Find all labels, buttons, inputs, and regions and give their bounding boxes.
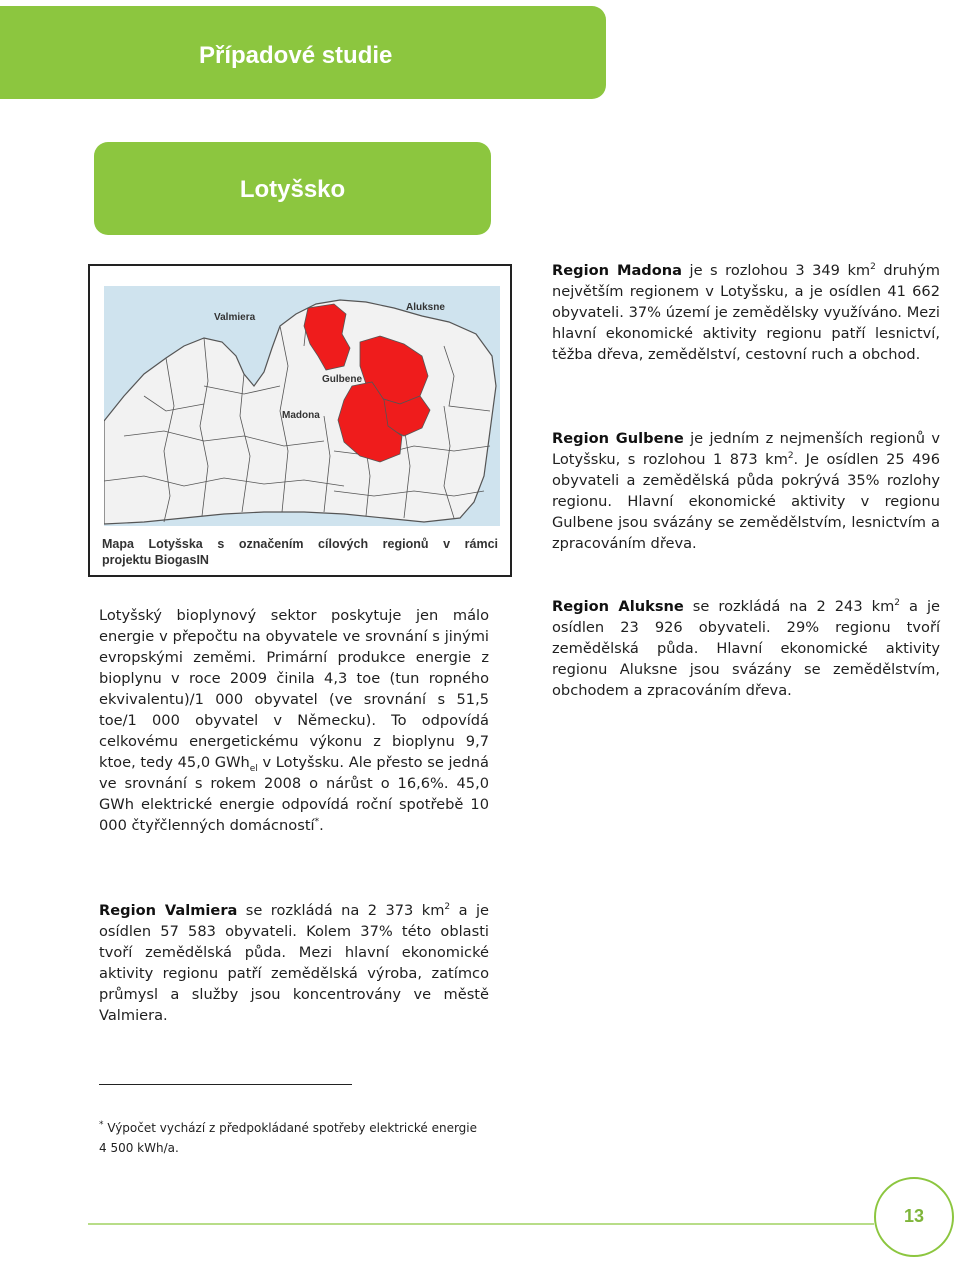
page-number-badge [874, 1177, 954, 1257]
region-valmiera-name: Region Valmiera [99, 902, 238, 919]
label-valmiera: Valmiera [214, 312, 256, 323]
map-figure [88, 264, 512, 577]
header-banner [0, 6, 606, 99]
region-madona-text-cont: druhým největším regionem v Lotyšsku, a je osídlen 41 662 obyvateli. 37% území je zemědělsky využíváno. Mezi hlavní ekonomické aktivity regionu patří lesnictví, těžba dřeva, zemědělství, cestovní ruch a obchod. [552, 262, 940, 363]
map-caption [102, 536, 498, 568]
footnote [99, 1118, 519, 1158]
label-aluksne: Aluksne [406, 302, 445, 313]
footnote-reference: * [314, 817, 320, 828]
latvia-map [104, 286, 500, 526]
country-banner [94, 142, 491, 235]
region-madona-name: Region Madona [552, 262, 683, 279]
footnote-line2: 4 500 kWh/a. [99, 1141, 179, 1155]
region-gulbene-text: je jedním z nejmenších regionů v Lotyšsku, s rozlohou 1 873 km [552, 430, 940, 468]
superscript: 2 [894, 598, 901, 609]
superscript: 2 [870, 262, 876, 273]
region-aluksne-text: se rozkládá na 2 243 km [683, 598, 895, 615]
region-madona-paragraph [552, 260, 940, 365]
label-madona: Madona [282, 410, 320, 421]
map-caption-line1: Mapa Lotyšska s označením cílových regionů v rámci [102, 537, 498, 551]
page-number: 13 [903, 1206, 925, 1226]
footnote-mark: * [99, 1120, 104, 1130]
label-gulbene: Gulbene [322, 374, 363, 385]
intro-text-cont: v Lotyšsku. Ale přesto se jedná ve srovnání s rokem 2008 o nárůst o 16,6%. 45,0 GWh elektrické energie odpovídá roční spotřebě 10 000 čtyřčlenných domácností [99, 754, 489, 834]
region-gulbene-paragraph [552, 428, 940, 554]
region-gulbene-name: Region Gulbene [552, 430, 684, 447]
subscript: el [249, 763, 258, 774]
region-valmiera-text: se rozkládá na 2 373 km [237, 902, 445, 919]
country-title: Lotyšsko [239, 176, 346, 203]
region-gulbene-text-cont: . Je osídlen 25 496 obyvateli a zemědělská půda pokrývá 35% rozlohy regionu. Hlavní ekonomické aktivity v regionu Gulbene jsou svázány se zemědělstvím, lesnictvím a zpracováním dřeva. [552, 451, 940, 552]
region-aluksne-name: Region Aluksne [552, 598, 684, 615]
intro-text-end: . [319, 817, 324, 834]
superscript: 2 [444, 902, 451, 913]
footer-divider [88, 1223, 874, 1225]
intro-paragraph [99, 605, 489, 836]
footnote-divider [99, 1084, 352, 1085]
region-madona-text: je s rozlohou 3 349 km [682, 262, 871, 279]
footnote-line1: Výpočet vychází z předpokládané spotřeby elektrické energie [103, 1121, 478, 1135]
section-title: Případové studie [199, 42, 393, 69]
region-aluksne-text-cont: a je osídlen 23 926 obyvateli. 29% regionu tvoří zemědělská půda. Hlavní ekonomické aktivity regionu Aluksne jsou svázány se zemědělstvím, obchodem a zpracováním dřeva. [552, 598, 940, 699]
region-valmiera-text-cont: a je osídlen 57 583 obyvateli. Kolem 37% této oblasti tvoří zemědělská půda. Mezi hlavní ekonomické aktivity regionu patří zemědělská výroba, zatímco průmysl a služby jsou koncentrovány ve městě Valmiera. [99, 902, 489, 1024]
region-valmiera-paragraph [99, 900, 489, 1026]
superscript: 2 [787, 451, 794, 462]
region-aluksne-paragraph [552, 596, 940, 701]
map-caption-line2: projektu BiogasIN [102, 553, 209, 567]
intro-text: Lotyšský bioplynový sektor poskytuje jen málo energie v přepočtu na obyvatele ve srovnání s jinými evropskými zeměmi. Primární produkce energie z bioplynu v roce 2009 činila 4,3 toe (tun ropného ekvivalentu)/1 000 obyvatel (ve srovnání s 51,5 toe/1 000 obyvatel v Německu). To odpovídá celkovému energetickému výkonu z bioplynu 9,7 ktoe, tedy 45,0 GWh [99, 607, 489, 771]
